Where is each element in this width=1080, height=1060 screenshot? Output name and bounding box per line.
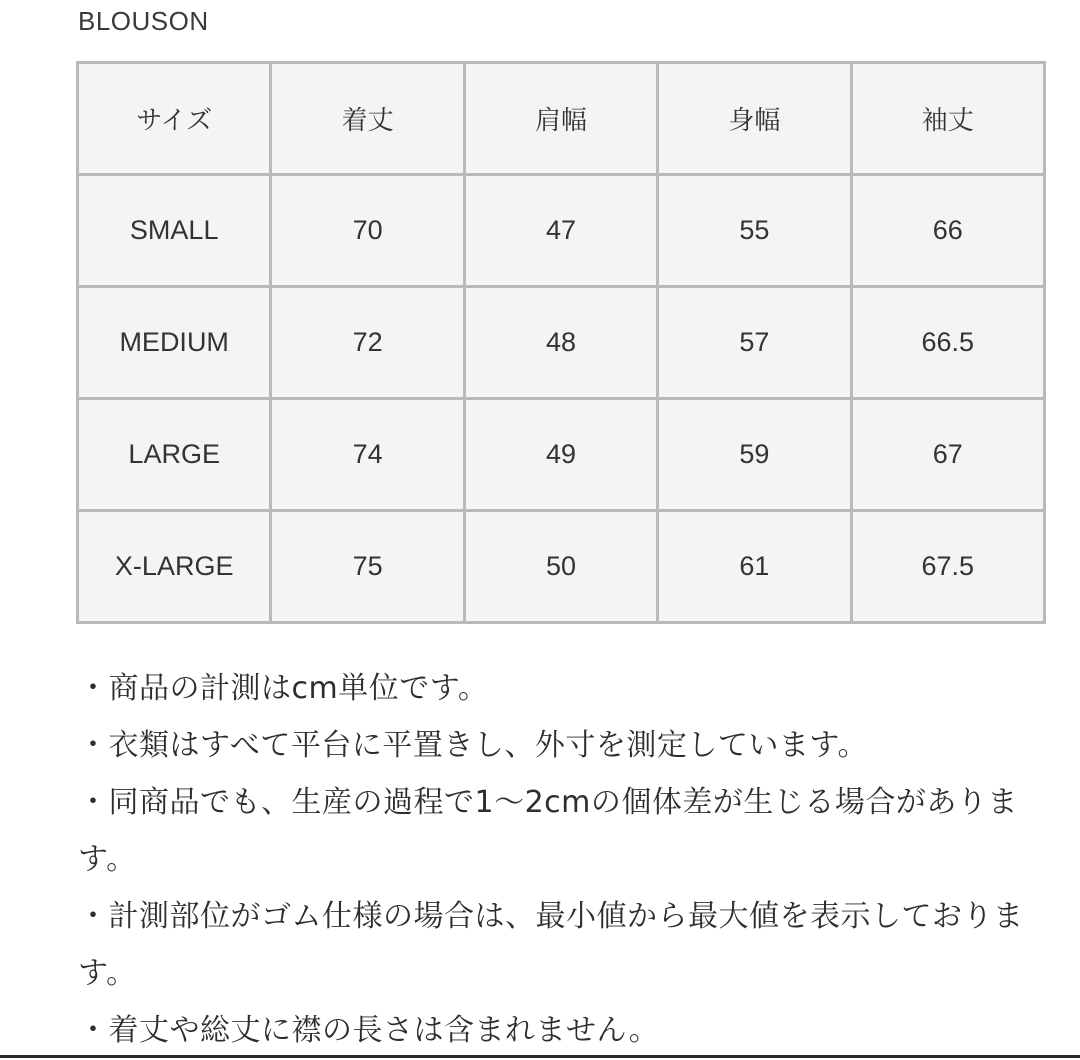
table-cell: 49	[464, 399, 657, 511]
table-cell: 67.5	[851, 511, 1044, 623]
size-table	[76, 61, 1046, 624]
table-cell: 47	[464, 175, 657, 287]
table-cell-size: X-LARGE	[78, 511, 271, 623]
header-cell-length: 着丈	[271, 63, 464, 175]
table-cell: 57	[658, 287, 851, 399]
table-cell: 61	[658, 511, 851, 623]
header-cell-size: サイズ	[78, 63, 271, 175]
table-cell: 55	[658, 175, 851, 287]
table-cell-size: SMALL	[78, 175, 271, 287]
table-cell: 70	[271, 175, 464, 287]
table-cell-size: LARGE	[78, 399, 271, 511]
table-row	[78, 175, 1045, 287]
note-item: ・商品の計測はcm単位です。	[78, 671, 489, 706]
note-item: ・衣類はすべて平台に平置きし、外寸を測定しています。	[78, 728, 868, 763]
header-cell-sleeve: 袖丈	[851, 63, 1044, 175]
table-cell: 50	[464, 511, 657, 623]
measurement-notes	[78, 660, 1063, 1059]
table-cell: 66.5	[851, 287, 1044, 399]
header-cell-chest: 身幅	[658, 63, 851, 175]
table-cell-size: MEDIUM	[78, 287, 271, 399]
note-item: ・同商品でも、生産の過程で1〜2cmの個体差が生じる場合があります。	[78, 785, 1018, 877]
table-row	[78, 399, 1045, 511]
bottom-divider	[0, 1055, 1080, 1058]
table-cell: 66	[851, 175, 1044, 287]
table-cell: 75	[271, 511, 464, 623]
table-row	[78, 287, 1045, 399]
table-header-row	[78, 63, 1045, 175]
table-cell: 72	[271, 287, 464, 399]
table-cell: 59	[658, 399, 851, 511]
table-row	[78, 511, 1045, 623]
table-cell: 67	[851, 399, 1044, 511]
table-cell: 48	[464, 287, 657, 399]
note-item: ・計測部位がゴム仕様の場合は、最小値から最大値を表示しております。	[78, 899, 1024, 991]
note-item: ・着丈や総丈に襟の長さは含まれません。	[78, 1013, 660, 1048]
page-title: BLOUSON	[78, 6, 209, 36]
header-cell-shoulder: 肩幅	[464, 63, 657, 175]
table-cell: 74	[271, 399, 464, 511]
